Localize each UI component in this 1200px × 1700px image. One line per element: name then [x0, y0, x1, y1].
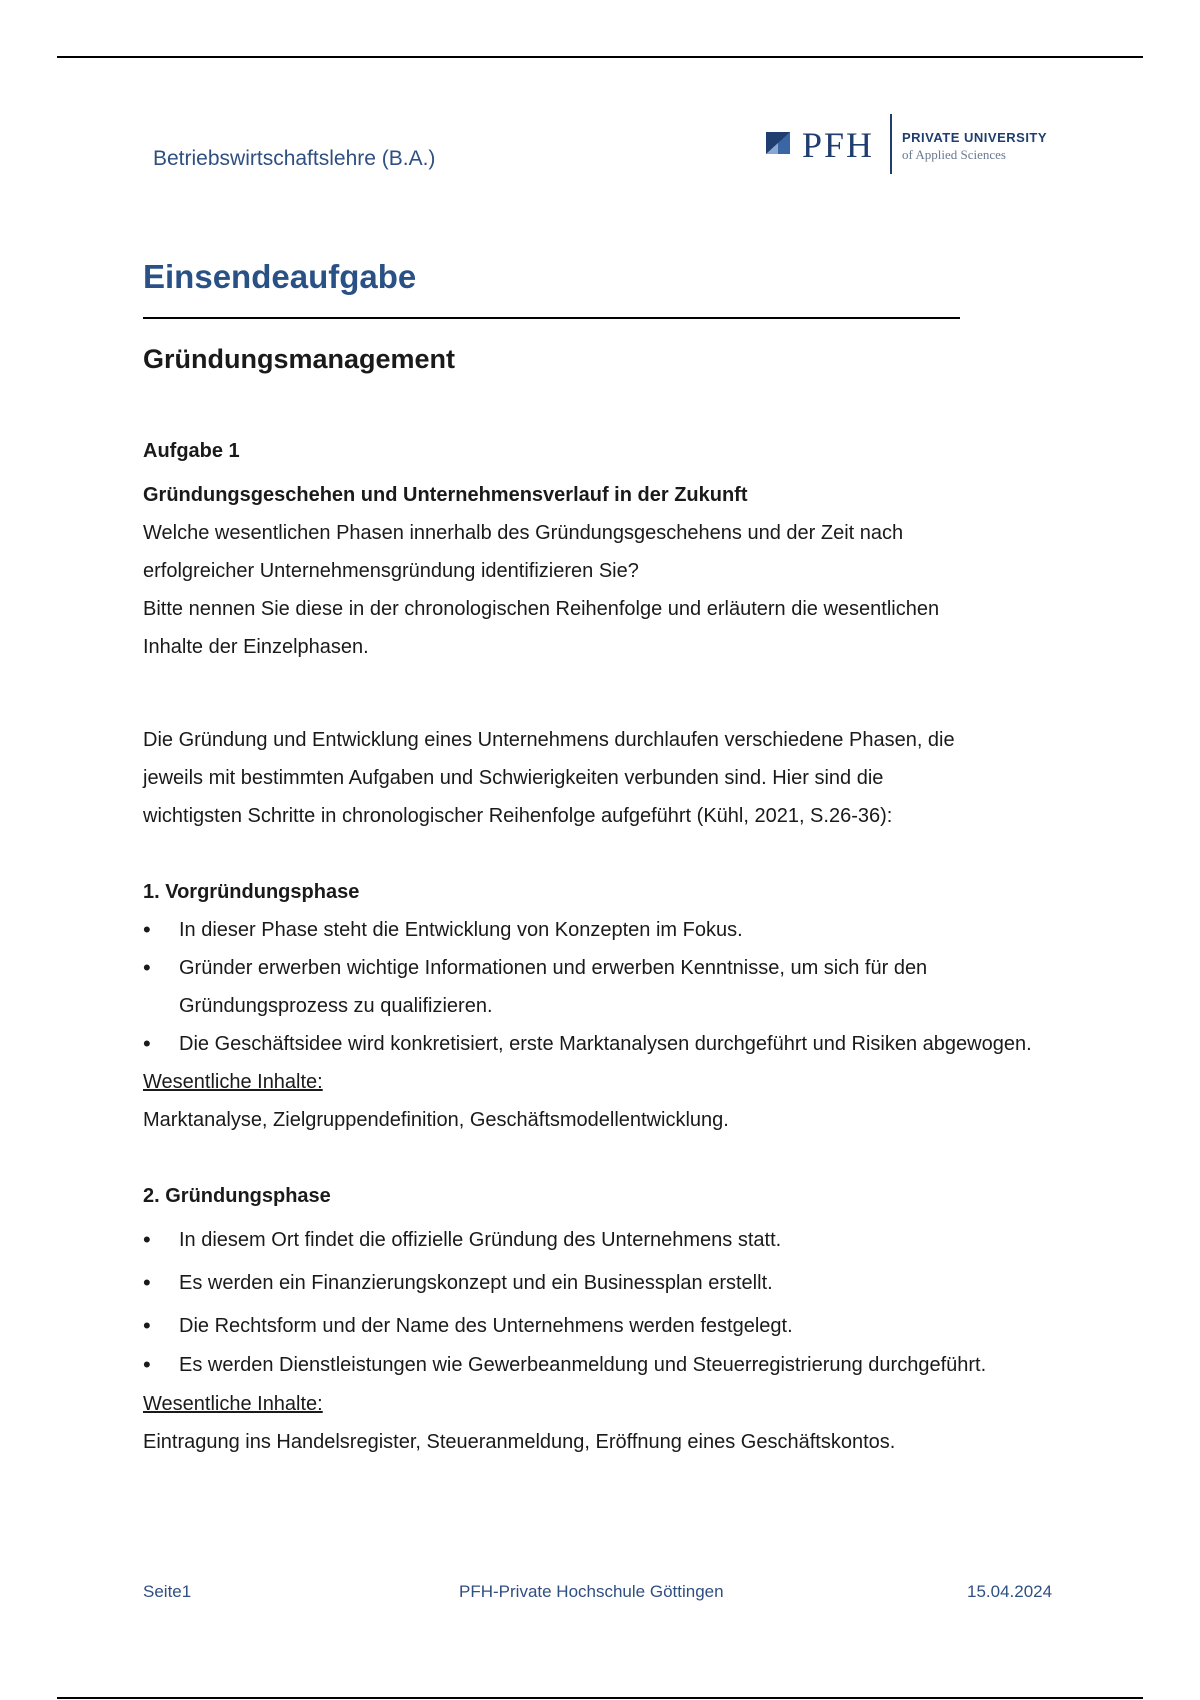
logo-divider: [890, 114, 892, 174]
intro-line: Die Gründung und Entwicklung eines Unternehmens durchlaufen verschiedene Phasen, die: [143, 729, 955, 751]
logo-line-2: of Applied Sciences: [902, 147, 1006, 162]
question-line: Bitte nennen Sie diese in der chronologischen Reihenfolge und erläutern die wesentlichen: [143, 598, 940, 620]
task-heading: Gründungsgeschehen und Unternehmensverlauf in der Zukunft: [143, 484, 748, 506]
intro-line: jeweils mit bestimmten Aufgaben und Schwierigkeiten verbunden sind. Hier sind die: [143, 767, 884, 789]
logo-line-1: PRIVATE UNIVERSITY: [902, 130, 1048, 145]
document-body: [143, 432, 1063, 1461]
bottom-rule: [57, 1697, 1143, 1699]
phase1-bullet-list: [143, 911, 1063, 1063]
task-label: Aufgabe 1: [143, 440, 240, 462]
pfh-logo: [766, 112, 1066, 176]
intro-line: wichtigsten Schritte in chronologischer Reihenfolge aufgeführt (Kühl, 2021, S.26-36):: [143, 805, 893, 827]
footer-page-number: Seite1: [143, 1582, 192, 1601]
question-line: Inhalte der Einzelphasen.: [143, 636, 369, 658]
footer-institution: PFH-Private Hochschule Göttingen: [459, 1582, 724, 1601]
logo-name: PFH: [802, 125, 875, 165]
top-rule: [57, 56, 1143, 58]
phase2-contents-label: Wesentliche Inhalte:: [143, 1393, 323, 1415]
list-item: • Die Rechtsform und der Name des Unternehmens werden festgelegt.: [143, 1307, 1063, 1345]
subject-title: Gründungsmanagement: [143, 344, 456, 374]
phase1-contents: Marktanalyse, Zielgruppendefinition, Geschäftsmodellentwicklung.: [143, 1109, 729, 1131]
list-item: • Es werden Dienstleistungen wie Gewerbeanmeldung und Steuerregistrierung durchgeführt.: [143, 1350, 1063, 1380]
course-name: Betriebswirtschaftslehre (B.A.): [153, 147, 436, 170]
list-item: • Gründer erwerben wichtige Informationen und erwerben Kenntnisse, um sich für den Gründungsprozess zu qualifizieren.: [143, 949, 1063, 1025]
list-item: • Die Geschäftsidee wird konkretisiert, erste Marktanalysen durchgeführt und Risiken abgewogen.: [143, 1025, 1063, 1063]
phase1-contents-label: Wesentliche Inhalte:: [143, 1071, 323, 1093]
list-item: • In diesem Ort findet die offizielle Gründung des Unternehmens statt.: [143, 1221, 1063, 1259]
list-item: • In dieser Phase steht die Entwicklung von Konzepten im Fokus.: [143, 911, 1063, 949]
list-item: • Es werden ein Finanzierungskonzept und ein Businessplan erstellt.: [143, 1264, 1063, 1302]
phase1-title: 1. Vorgründungsphase: [143, 881, 360, 903]
phase2-title: 2. Gründungsphase: [143, 1185, 331, 1207]
question-line: Welche wesentlichen Phasen innerhalb des Gründungsgeschehens und der Zeit nach: [143, 522, 904, 544]
document-title: Einsendeaufgabe: [143, 258, 417, 295]
phase2-contents: Eintragung ins Handelsregister, Steueranmeldung, Eröffnung eines Geschäftskontos.: [143, 1431, 896, 1453]
footer-date: 15.04.2024: [967, 1582, 1053, 1601]
phase2-bullet-list: [143, 1221, 1063, 1380]
question-line: erfolgreicher Unternehmensgründung identifizieren Sie?: [143, 560, 639, 582]
title-underline: [143, 317, 960, 319]
pfh-logo-mark-icon: [766, 132, 790, 154]
